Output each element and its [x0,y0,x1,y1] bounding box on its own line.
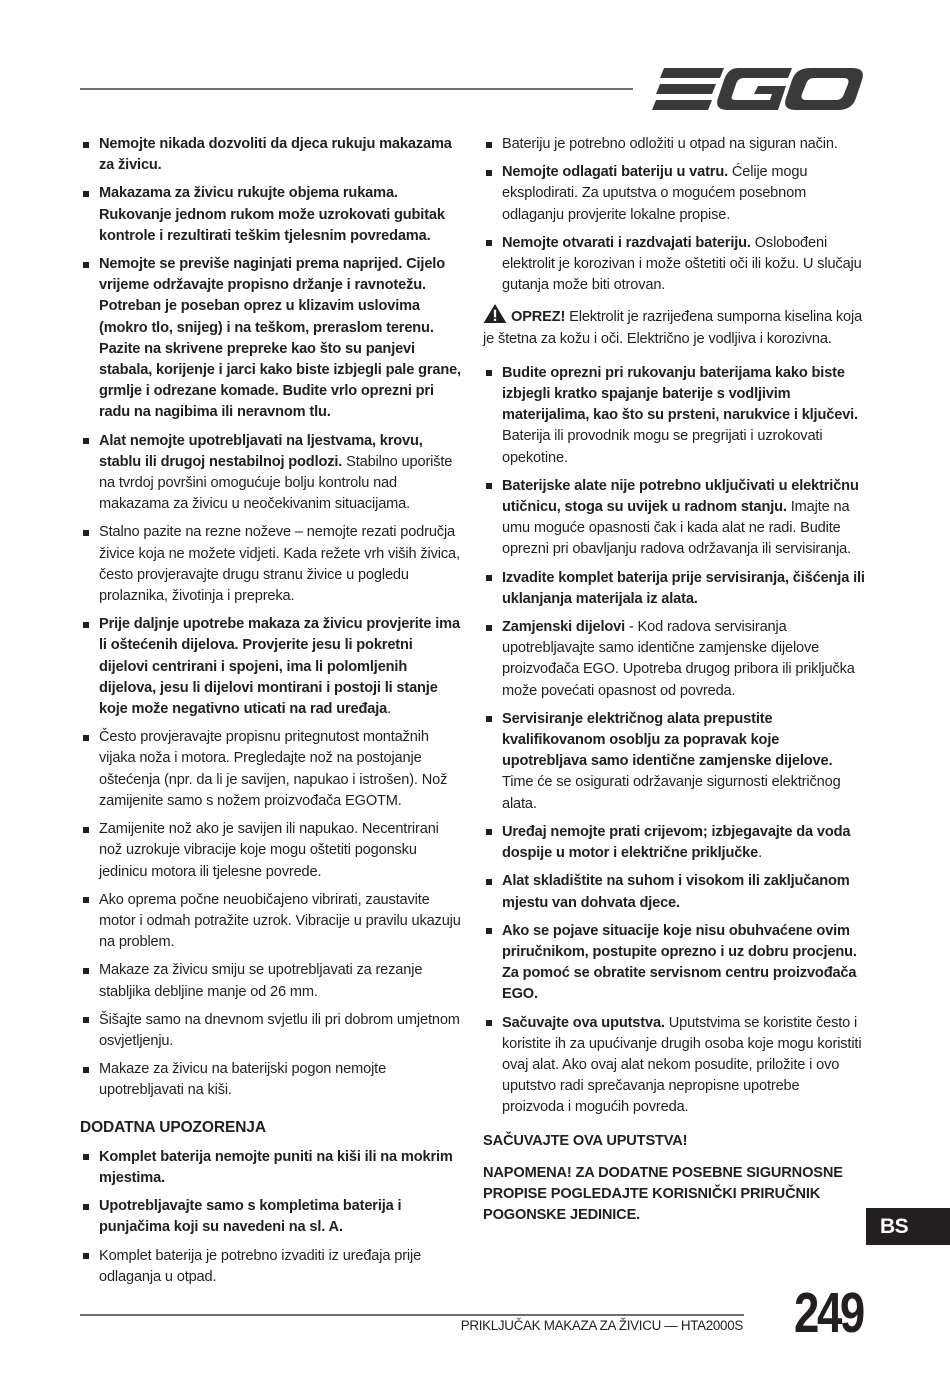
list-item: Nemojte nikada dozvoliti da djeca rukuju makazama za živicu. [80,134,462,176]
list-item: Bateriju je potrebno odložiti u otpad na siguran način. [483,134,865,155]
list-item: Komplet baterija nemojte puniti na kiši ili na mokrim mjestima. [80,1147,462,1189]
caution-text: Elektrolit je razrijeđena sumporna kiselina koja je štetna za kožu i oči. Električno je vodljiva i korozivna. [483,309,863,347]
warning-triangle-icon [483,304,507,323]
left-column [80,134,462,1295]
list-item: Komplet baterija je potrebno izvaditi iz uređaja prije odlaganja u otpad. [80,1246,462,1288]
list-item: Prije daljnje upotrebe makaza za živicu provjerite ima li oštećenih dijelova. Provjerite jesu li pokretni dijelovi centrirani i spojeni, ima li polomljenih dijelova, jesu li dijelovi montirani i postoji li stanje koje može negativno uticati na rad uređaja. [80,614,462,720]
list-item: Baterijske alate nije potrebno uključivati u električnu utičnicu, stoga su uvijek u radnom stanju. Imajte na umu moguće opasnosti čak i kada alat ne radi. Budite oprezni pri obavljanju radova održavanja ili servisiranja. [483,476,865,561]
right-column [483,134,865,1226]
language-tab: BS [866,1208,950,1245]
list-item: Ako oprema počne neuobičajeno vibrirati, zaustavite motor i odmah potražite uzrok. Vibracije u pravilu ukazuju na problem. [80,890,462,954]
footer-rule [80,1314,744,1316]
list-item: Alat nemojte upotrebljavati na ljestvama, krovu, stablu ili drugoj nestabilnoj podlozi. Stabilno uporište na tvrdoj površini omogućuje bolju kontrolu nad makazama za živicu u neočekivanim situacijama. [80,431,462,516]
list-item: Makazama za živicu rukujte objema rukama. Rukovanje jednom rukom može uzrokovati gubitak kontrole i rezultirati teškim tjelesnim povredama. [80,183,462,247]
list-item: Šišajte samo na dnevnom svjetlu ili pri dobrom umjetnom osvjetljenju. [80,1010,462,1052]
list-item: Zamijenite nož ako je savijen ili napukao. Necentrirani nož uzrokuje vibracije koje mogu oštetiti pogonsku jedinicu motora ili tjelesne povrede. [80,819,462,883]
section-heading: DODATNA UPOZORENJA [80,1118,266,1136]
list-item: Uređaj nemojte prati crijevom; izbjegavajte da voda dospije u motor i električne priključke. [483,822,865,864]
list-item: Ako se pojave situacije koje nisu obuhvaćene ovim priručnikom, postupite oprezno i uz dobru procjenu. Za pomoć se obratite servisnom centru proizvođača EGO. [483,921,865,1006]
list-item: Upotrebljavajte samo s kompletima baterija i punjačima koji su navedeni na sl. A. [80,1196,462,1238]
additional-warnings-list [80,1147,462,1288]
list-item: Sačuvajte ova uputstva. Uputstvima se koristite često i koristite ih za upućivanje drugih osoba koje mogu koristiti ovaj alat. Ako ovaj alat nekom posudite, priložite i ovo uputstvo radi sprečavanja nepropisne upotrebe proizvoda i mogućih povreda. [483,1013,865,1119]
list-item: Zamjenski dijelovi - Kod radova servisiranja upotrebljavajte samo identične zamjenske dijelove proizvođača EGO. Upotreba drugog pribora ili priključka može povećati opasnost od povreda. [483,617,865,702]
list-item: Makaze za živicu na baterijski pogon nemojte upotrebljavati na kiši. [80,1059,462,1101]
list-item: Servisiranje električnog alata prepustite kvalifikovanom osoblju za popravak koje upotrebljava samo identične zamjenske dijelove. Time će se osigurati održavanje sigurnosti električnog alata. [483,709,865,815]
ego-logo-letters [652,68,863,110]
list-item: Nemojte otvarati i razdvajati bateriju. Oslobođeni elektrolit je korozivan i može oštetiti oči ili kožu. U slučaju gutanja može biti otrovan. [483,233,865,297]
list-item: Stalno pazite na rezne noževe – nemojte rezati područja živice koja ne možete vidjeti. Kada režete vrh viših živica, često provjeravajte drugu stranu živice u pogledu prolaznika, životinja i prepreka. [80,522,462,607]
list-item: Budite oprezni pri rukovanju baterijama kako biste izbjegli kratko spajanje baterije s vodljivim materijalima, kao što su prsteni, narukvice i ključevi. Baterija ili provodnik mogu se pregrijati i uzrokovati opekotine. [483,363,865,469]
list-item: Nemojte odlagati bateriju u vatru. Ćelije mogu eksplodirati. Za uputstva o mogućem posebnom odlaganju provjerite lokalne propise. [483,162,865,226]
header-rule [80,88,633,90]
list-item: Alat skladištite na suhom i visokom ili zaključanom mjestu van dohvata djece. [483,871,865,913]
footer-product-title: PRIKLJUČAK MAKAZA ZA ŽIVICU — HTA2000S [460,1318,743,1333]
caution-note [483,304,865,349]
safety-list-left [80,134,462,1102]
list-item: Makaze za živicu smiju se upotrebljavati za rezanje stabljika debljine manje od 26 mm. [80,960,462,1002]
caution-label: OPREZ! [511,309,566,326]
save-instructions-heading: SAČUVAJTE OVA UPUTSTVA! [483,1132,688,1149]
additional-rules-note: NAPOMENA! ZA DODATNE POSEBNE SIGURNOSNE PROPISE POGLEDAJTE KORISNIČKI PRIRUČNIK POGONSKE JEDINICE. [483,1164,843,1224]
list-item: Često provjeravajte propisnu pritegnutost montažnih vijaka noža i motora. Pregledajte nož na postojanje oštećenja (npr. da li je savijen, napukao i istrošen). Nož zamijenite samo s nožem proizvođača EGOTM. [80,727,462,812]
ego-logo [652,64,864,114]
list-item: Izvadite komplet baterija prije servisiranja, čišćenja ili uklanjanja materijala iz alata. [483,568,865,610]
battery-list-top [483,134,865,296]
list-item: Nemojte se previše naginjati prema naprijed. Cijelo vrijeme održavajte propisno držanje i ravnotežu. Potreban je poseban oprez u klizavim uslovima (mokro tlo, snijeg) i na teškom, preraslom terenu. Pazite na skrivene prepreke kao što su panjevi stabala, korijenje i jarci kako biste izbjegli pale grane, grmlje i odrezane komade. Budite vrlo oprezni pri radu na nagibima ili neravnom tlu. [80,254,462,424]
page-number: 249 [794,1281,863,1345]
battery-list-bottom [483,363,865,1119]
